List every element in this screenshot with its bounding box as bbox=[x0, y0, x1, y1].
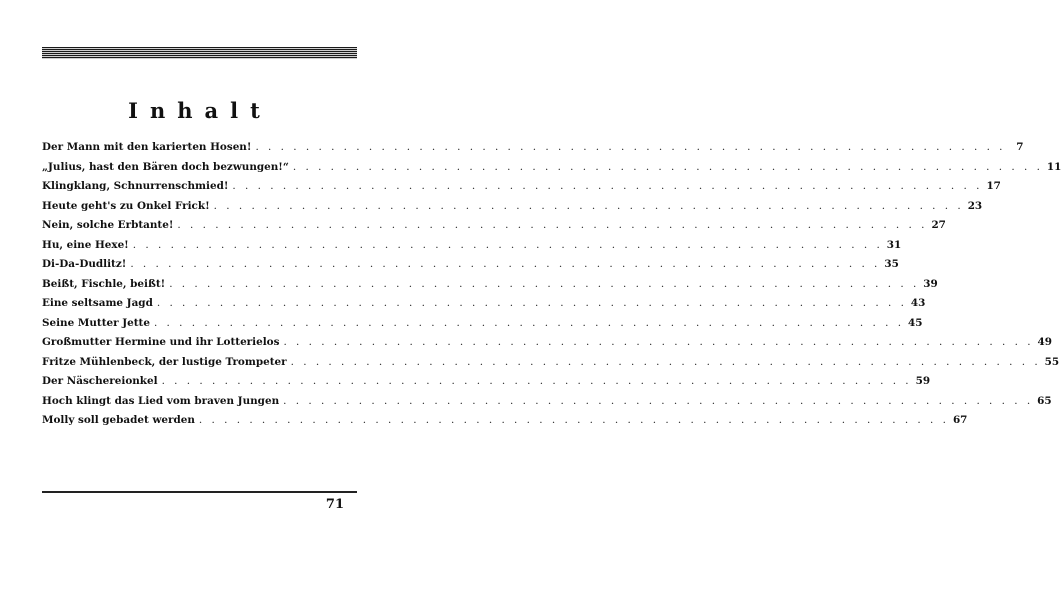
toc-entry-page: 17 bbox=[986, 180, 1001, 192]
toc-entry-title: Fritze Mühlenbeck, der lustige Trompeter bbox=[42, 355, 287, 368]
toc-entry bbox=[42, 141, 1024, 161]
toc-entry bbox=[42, 180, 1001, 200]
toc-entry bbox=[42, 316, 923, 337]
toc-entry bbox=[42, 199, 983, 220]
toc-entry bbox=[42, 414, 968, 434]
toc-entry-title: Seine Mutter Jette bbox=[42, 316, 150, 329]
toc-entry bbox=[42, 160, 1061, 181]
dot-leader: . . . . . . . . . . . . . . . . . . . . . . . . . . . . . . . . . . . . . . . . . . . . . . . . . . . . . . . . . . . . bbox=[283, 336, 1034, 348]
toc-entry-title: Hoch klingt das Lied vom braven Jungen bbox=[42, 394, 280, 407]
dot-leader: . . . . . . . . . . . . . . . . . . . . . . . . . . . . . . . . . . . . . . . . . . . . . . . . . . . . . . . . . . . . bbox=[153, 316, 904, 329]
dot-leader: . . . . . . . . . . . . . . . . . . . . . . . . . . . . . . . . . . . . . . . . . . . . . . . . . . . . . . . . . . . . bbox=[232, 180, 983, 192]
table-of-contents bbox=[42, 141, 1061, 434]
dot-leader: . . . . . . . . . . . . . . . . . . . . . . . . . . . . . . . . . . . . . . . . . . . . . . . . . . . . . . . . . . . . bbox=[132, 238, 883, 251]
toc-entry bbox=[42, 355, 1060, 376]
toc-entry-title: Di-Da-Dudlitz! bbox=[42, 258, 127, 270]
toc-entry-title: „Julius, hast den Bären doch bezwungen!“ bbox=[42, 160, 289, 173]
toc-entry-page: 49 bbox=[1037, 336, 1052, 348]
toc-entry-page: 65 bbox=[1037, 394, 1052, 407]
toc-entry bbox=[42, 297, 926, 317]
dot-leader: . . . . . . . . . . . . . . . . . . . . . . . . . . . . . . . . . . . . . . . . . . . . . . . . . . . . . . . . . . . . bbox=[198, 414, 949, 426]
dot-leader: . . . . . . . . . . . . . . . . . . . . . . . . . . . . . . . . . . . . . . . . . . . . . . . . . . . . . . . . . . . . bbox=[213, 199, 964, 212]
toc-entry bbox=[42, 375, 931, 395]
top-decorative-rule bbox=[42, 47, 357, 59]
page-title: Inhalt bbox=[128, 98, 272, 123]
dot-leader: . . . . . . . . . . . . . . . . . . . . . . . . . . . . . . . . . . . . . . . . . . . . . . . . . . . . . . . . . . . . bbox=[292, 160, 1043, 173]
toc-entry-page: 11 bbox=[1046, 160, 1061, 173]
toc-entry bbox=[42, 238, 902, 259]
toc-entry-page: 31 bbox=[886, 238, 902, 251]
dot-leader: . . . . . . . . . . . . . . . . . . . . . . . . . . . . . . . . . . . . . . . . . . . . . . . . . . . . . . . . . . . . bbox=[156, 297, 907, 309]
dot-leader: . . . . . . . . . . . . . . . . . . . . . . . . . . . . . . . . . . . . . . . . . . . . . . . . . . . . . . . . . . . . bbox=[255, 141, 1006, 153]
toc-entry bbox=[42, 219, 946, 239]
page-number: 71 bbox=[325, 497, 344, 512]
toc-entry-title: Der Näschereionkel bbox=[42, 375, 158, 387]
toc-entry-page: 45 bbox=[908, 316, 923, 329]
toc-entry-title: Heute geht's zu Onkel Frick! bbox=[42, 199, 210, 212]
toc-entry-title: Hu, eine Hexe! bbox=[42, 238, 129, 251]
toc-entry-page: 27 bbox=[931, 219, 946, 231]
toc-entry bbox=[42, 277, 938, 298]
toc-entry-page: 35 bbox=[884, 258, 899, 270]
toc-entry-title: Eine seltsame Jagd bbox=[42, 297, 153, 309]
dot-leader: . . . . . . . . . . . . . . . . . . . . . . . . . . . . . . . . . . . . . . . . . . . . . . . . . . . . . . . . . . . . bbox=[169, 277, 920, 290]
dot-leader: . . . . . . . . . . . . . . . . . . . . . . . . . . . . . . . . . . . . . . . . . . . . . . . . . . . . . . . . . . . . bbox=[130, 258, 881, 270]
toc-entry-title: Nein, solche Erbtante! bbox=[42, 219, 174, 231]
toc-entry-page: 23 bbox=[967, 199, 983, 212]
toc-entry-page: 59 bbox=[915, 375, 931, 387]
toc-entry bbox=[42, 394, 1052, 415]
dot-leader: . . . . . . . . . . . . . . . . . . . . . . . . . . . . . . . . . . . . . . . . . . . . . . . . . . . . . . . . . . . . bbox=[177, 219, 928, 231]
toc-entry-page: 43 bbox=[910, 297, 926, 309]
dot-leader: . . . . . . . . . . . . . . . . . . . . . . . . . . . . . . . . . . . . . . . . . . . . . . . . . . . . . . . . . . . . bbox=[290, 355, 1041, 368]
toc-entry-title: Molly soll gebadet werden bbox=[42, 414, 195, 426]
toc-entry-title: Der Mann mit den karierten Hosen! bbox=[42, 141, 252, 153]
toc-entry bbox=[42, 336, 1052, 356]
bottom-rule bbox=[42, 491, 357, 493]
dot-leader: . . . . . . . . . . . . . . . . . . . . . . . . . . . . . . . . . . . . . . . . . . . . . . . . . . . . . . . . . . . . bbox=[283, 394, 1034, 407]
toc-entry-page: 55 bbox=[1044, 355, 1060, 368]
toc-entry-page: 39 bbox=[923, 277, 938, 290]
toc-entry-title: Beißt, Fischle, beißt! bbox=[42, 277, 166, 290]
toc-entry-title: Klingklang, Schnurrenschmied! bbox=[42, 180, 229, 192]
toc-entry-page: 67 bbox=[952, 414, 968, 426]
toc-entry-page: 7 bbox=[1016, 141, 1024, 153]
toc-entry-title: Großmutter Hermine und ihr Lotterielos bbox=[42, 336, 280, 348]
dot-leader: . . . . . . . . . . . . . . . . . . . . . . . . . . . . . . . . . . . . . . . . . . . . . . . . . . . . . . . . . . . . bbox=[161, 375, 912, 387]
toc-entry bbox=[42, 258, 899, 278]
